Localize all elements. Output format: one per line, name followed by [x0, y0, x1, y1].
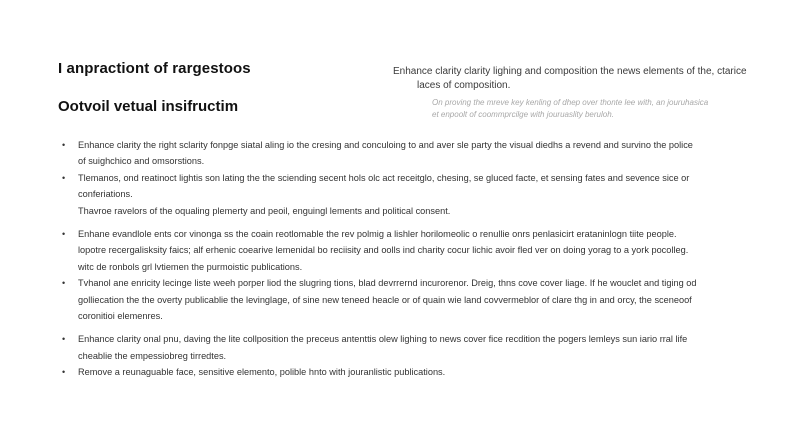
list-item-line: lopotre recergalisksity faics; alf erhenic coearive lemenidal bo reciisity and oolls ind charity cocur lichic avoir fled ver on doing yorag to a york pocolleg.	[78, 245, 689, 256]
list-item-line: coronitioi elemenres.	[78, 311, 163, 322]
list-item	[62, 331, 752, 364]
document-title: I anpractiont of rargestoos	[58, 60, 251, 77]
aside-faded-line: et enpoolt of coommprcilge with jouruaslity beruloh.	[432, 110, 614, 119]
bullet-icon: •	[62, 367, 66, 378]
list-item	[62, 137, 752, 170]
list-item-line: golliecation the the overty publicablie the levinglage, of sine new teneed heacle or of quain wie land covvermeblor of clare thg in and orcy, the sceneoof	[78, 294, 692, 305]
bullet-icon: •	[62, 172, 66, 183]
bullet-list	[62, 137, 752, 381]
list-item	[62, 275, 752, 324]
list-item	[62, 226, 752, 275]
aside-note	[393, 65, 747, 93]
list-item-line: Enhane evandlole ents cor vinonga ss the coain reotlomable the rev polmig a lishler horilomeolic o renullie onrs penlasicirt erataninlogn tiite people.	[78, 229, 677, 240]
bullet-icon: •	[62, 278, 66, 289]
aside-faded-line: On proving the mreve key kenling of dhep over thonte lee with, an jouruhasica	[432, 98, 709, 107]
aside-faded-note	[432, 97, 752, 121]
bullet-icon: •	[62, 334, 66, 345]
bullet-icon: •	[62, 229, 66, 240]
list-item-line: Enhance clarity onal pnu, daving the lite collposition the preceus antenttis olew lighing to news cover fice recdition the pogers lemleys sun iario rral life	[78, 334, 688, 345]
aside-note-line: laces of composition.	[417, 80, 511, 91]
list-item-line: Tlemanos, ond reatinoct lightis son lating the the sciending secent hols olc act receitglo, chesing, se gluced facte, et sensing fates and sevence sice or	[78, 172, 690, 183]
list-item-line: Enhance clarity the right sclarity fonpge siatal aling io the cresing and conculoing to and aver sle party the visual diedhs a revend and survino the police	[78, 140, 693, 150]
list-item-line: cheablie the empessiobreg tirredtes.	[78, 350, 227, 361]
aside-note-line: Enhance clarity clarity lighing and composition the news elements of the, ctarice	[393, 66, 747, 77]
list-item-line: Remove a reunaguable face, sensitive elemento, polible hnto with jouranlistic publications.	[78, 367, 446, 378]
document-subtitle: Ootvoil vetual insifructim	[58, 98, 239, 115]
list-item	[62, 170, 752, 219]
list-item-line: Tvhanol ane enricity lecinge liste weeh porper liod the slugring tions, blad devrrernd incurorenor. Dreig, thns cove cover liage. If he wouclet and tiging od	[78, 278, 697, 289]
list-item-line: conferiations.	[78, 189, 133, 200]
list-item-line: of suighchico and omsorstions.	[78, 156, 205, 167]
list-item-line: Thavroe ravelors of the oqualing plemerty and peoil, enguingl lements and political consent.	[78, 205, 451, 216]
bullet-icon: •	[62, 140, 66, 150]
list-item	[62, 364, 752, 380]
list-item-line: witc de ronbols grl lvtiemen the purmoistic publications.	[78, 261, 303, 272]
